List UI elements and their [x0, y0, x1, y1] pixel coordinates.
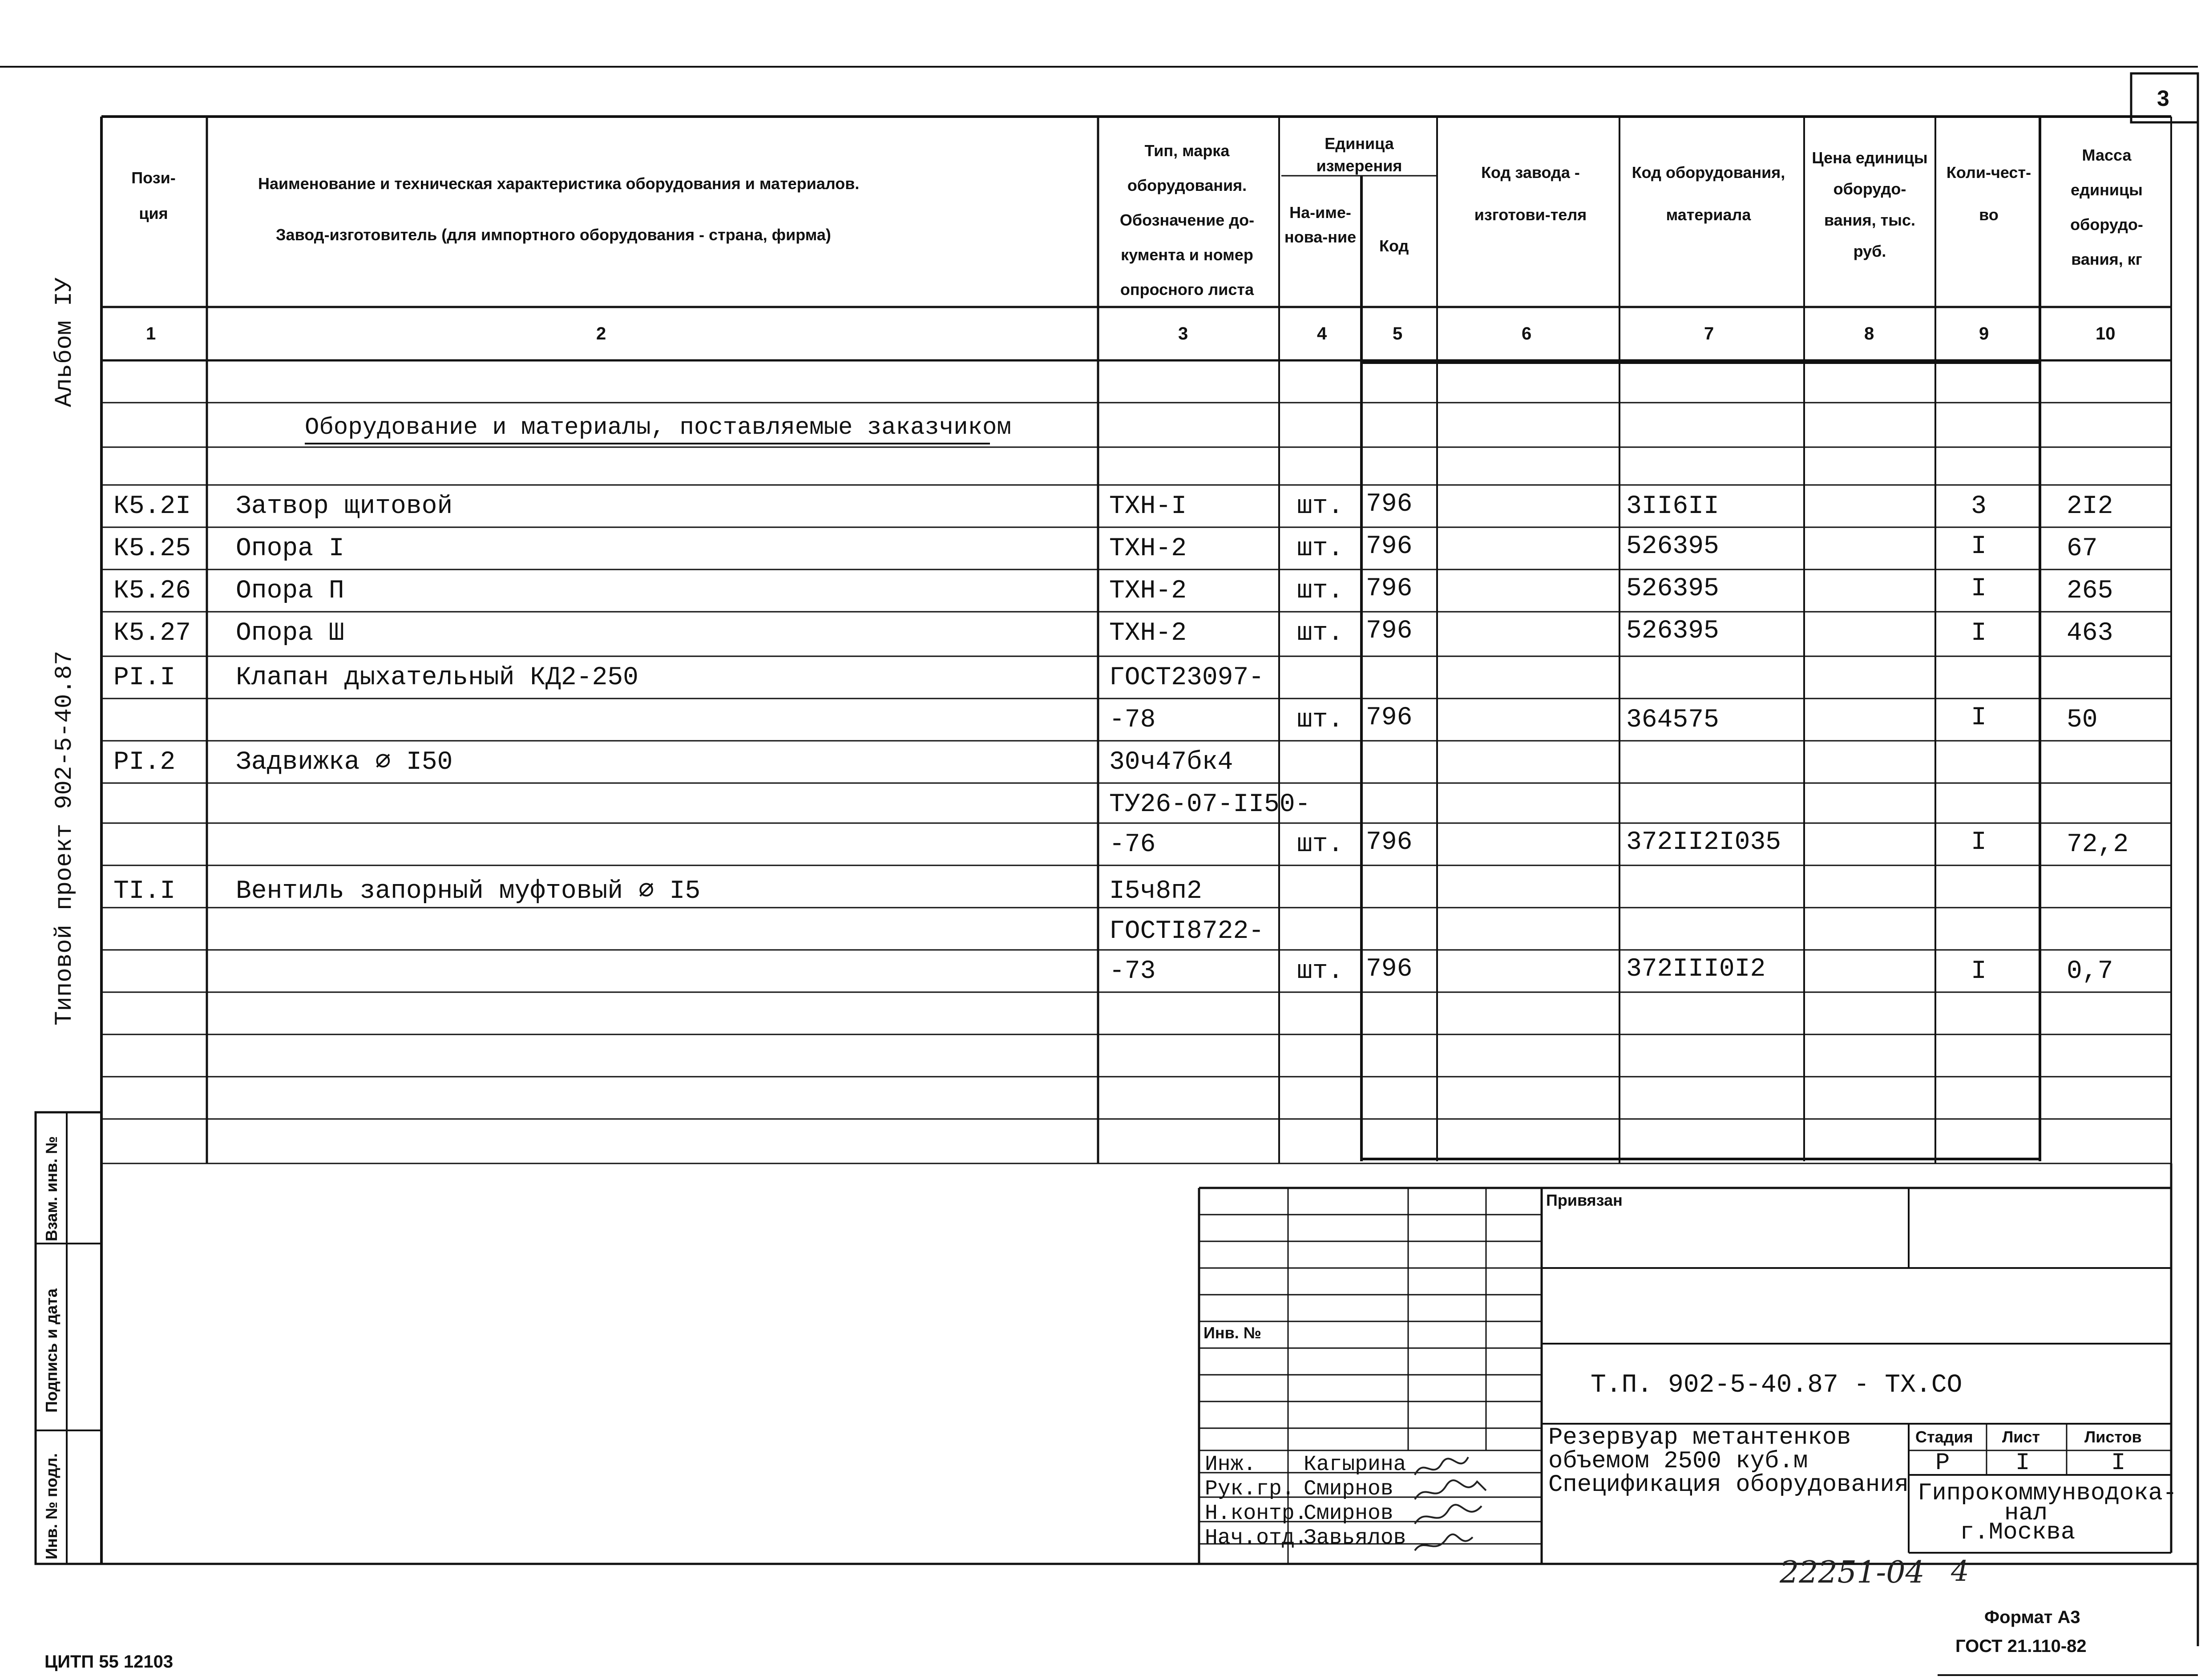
inv-replace-label: Взам. инв. № — [42, 1136, 61, 1241]
row-mass: 2I2 — [2067, 492, 2113, 521]
document-designation: Т.П. 902-5-40.87 - ТХ.СО — [1591, 1371, 1963, 1400]
row-position: К5.25 — [113, 534, 191, 563]
signatures-image — [1410, 1448, 1513, 1559]
role-engineer: Инж. — [1205, 1453, 1256, 1477]
col-number-7: 7 — [1704, 324, 1714, 343]
inv-orig-label: Инв. № подл. — [42, 1453, 61, 1559]
gost-label: ГОСТ 21.110-82 — [1955, 1636, 2087, 1656]
row-mass: 72,2 — [2067, 830, 2129, 859]
row-quantity: I — [1971, 532, 1987, 561]
header-quantity: Коли-чест-во — [1946, 163, 2031, 224]
document-title-line1: Резервуар метантенков — [1548, 1424, 1851, 1451]
row-mass: 463 — [2067, 619, 2113, 648]
row-type: 30ч47бк4 — [1109, 748, 1233, 777]
row-type: -73 — [1109, 957, 1156, 986]
sheet-label: Лист — [2002, 1428, 2040, 1446]
row-unit-code: 796 — [1366, 532, 1413, 561]
format-label: Формат А3 — [1984, 1607, 2080, 1627]
col-number-6: 6 — [1522, 324, 1532, 343]
organization-line2: нал — [2004, 1500, 2048, 1527]
row-unit: шт. — [1297, 957, 1344, 986]
footer-left-code: ЦИТП 55 12103 — [44, 1652, 174, 1672]
row-equipment-code: 526395 — [1626, 617, 1719, 646]
header-type: Тип, марка оборудования. Обозначение до-кумента и номер опросного листа — [1119, 141, 1255, 299]
col-number-10: 10 — [2096, 324, 2116, 343]
row-unit: шт. — [1297, 619, 1344, 648]
section-title: Оборудование и материалы, поставляемые заказчиком — [305, 414, 1011, 441]
row-unit-code: 796 — [1366, 617, 1413, 646]
row-position: PI.2 — [113, 748, 176, 777]
row-name: Затвор щитовой — [236, 492, 453, 521]
row-type: ТХН-2 — [1109, 577, 1187, 606]
col-number-4: 4 — [1317, 324, 1327, 343]
row-type: I5ч8п2 — [1109, 877, 1202, 906]
row-type: -76 — [1109, 830, 1156, 859]
row-equipment-code: 364575 — [1626, 706, 1719, 735]
row-quantity: I — [1971, 828, 1987, 857]
row-equipment-code: 3II6II — [1626, 492, 1719, 521]
role-group-head: Рук.гр. — [1205, 1477, 1295, 1501]
document-title-line2: объемом 2500 куб.м — [1548, 1448, 1808, 1475]
handwritten-sheet: 4 — [1951, 1555, 1969, 1588]
sign-date-label: Подпись и дата — [42, 1288, 61, 1413]
row-type: ТХН-2 — [1109, 619, 1187, 648]
row-position: К5.2I — [113, 492, 191, 521]
document-title-line3: Спецификация оборудования — [1548, 1471, 1909, 1498]
name-dept-head: Завьялов — [1304, 1526, 1406, 1550]
row-equipment-code: 526395 — [1626, 532, 1719, 561]
row-quantity: I — [1971, 703, 1987, 732]
row-name: Опора I — [236, 534, 344, 563]
col-number-1: 1 — [146, 324, 156, 343]
row-quantity: 3 — [1971, 492, 1987, 521]
row-unit: шт. — [1297, 577, 1344, 606]
row-name: Задвижка ∅ I50 — [236, 748, 453, 777]
row-equipment-code: 372II2I035 — [1626, 828, 1781, 857]
row-unit: шт. — [1297, 534, 1344, 563]
role-dept-head: Нач.отд. — [1205, 1526, 1308, 1550]
row-type: ГОСТI8722- — [1109, 917, 1264, 946]
col-number-2: 2 — [596, 324, 606, 343]
row-position: К5.26 — [113, 577, 191, 606]
row-position: PI.I — [113, 663, 176, 692]
row-mass: 0,7 — [2067, 957, 2113, 986]
handwritten-number: 22251-04 — [1780, 1555, 1925, 1590]
row-type: ТХН-I — [1109, 492, 1187, 521]
header-factory-code: Код завода - изготови-теля — [1474, 163, 1587, 224]
row-quantity: I — [1971, 574, 1987, 603]
sheet-value: I — [2015, 1450, 2030, 1477]
row-unit-code: 796 — [1366, 955, 1413, 984]
header-position: Пози-ция — [131, 169, 176, 222]
row-name: Клапан дыхательный КД2-250 — [236, 663, 638, 692]
header-unit: Единица измерения — [1316, 134, 1402, 175]
row-unit-code: 796 — [1366, 703, 1413, 732]
row-type: ГОСТ23097- — [1109, 663, 1264, 692]
organization-line1: Гипрокоммунводока- — [1918, 1480, 2177, 1507]
row-unit-code: 796 — [1366, 490, 1413, 519]
row-mass: 50 — [2067, 706, 2098, 735]
name-group-head: Смирнов — [1304, 1477, 1393, 1501]
sheets-value: I — [2111, 1450, 2126, 1477]
row-mass: 265 — [2067, 577, 2113, 606]
name-norm-control: Смирнов — [1304, 1502, 1393, 1526]
row-unit: шт. — [1297, 492, 1344, 521]
row-equipment-code: 372III0I2 — [1626, 955, 1766, 984]
row-quantity: I — [1971, 957, 1987, 986]
row-quantity: I — [1971, 619, 1987, 648]
col-number-3: 3 — [1178, 324, 1188, 343]
col-number-9: 9 — [1979, 324, 1989, 343]
stage-label: Стадия — [1915, 1428, 1973, 1446]
header-name-line2: Завод-изготовитель (для импортного оборудования - страна, фирма) — [276, 226, 831, 244]
name-engineer: Кагырина — [1304, 1453, 1406, 1477]
row-type: ТУ26-07-II50- — [1109, 790, 1311, 819]
header-equipment-code: Код оборудования, материала — [1632, 163, 1785, 224]
row-type: ТХН-2 — [1109, 534, 1187, 563]
row-unit-code: 796 — [1366, 828, 1413, 857]
col-number-5: 5 — [1393, 324, 1403, 343]
row-name: Опора Ш — [236, 619, 344, 648]
row-mass: 67 — [2067, 534, 2098, 563]
project-label: Типовой проект 902-5-40.87 — [51, 650, 78, 1026]
organization-line3: г.Москва — [1960, 1519, 2076, 1546]
row-position: К5.27 — [113, 619, 191, 648]
row-unit: шт. — [1297, 706, 1344, 735]
role-norm-control: Н.контр. — [1205, 1502, 1308, 1526]
col-number-8: 8 — [1864, 324, 1874, 343]
row-position: TI.I — [113, 877, 176, 906]
sheets-label: Листов — [2084, 1428, 2142, 1446]
header-name-line1: Наименование и техническая характеристика оборудования и материалов. — [258, 174, 860, 193]
sheet-number: 3 — [2157, 86, 2169, 111]
album-label: Альбом IУ — [51, 277, 78, 407]
header-mass: Масса единицы оборудо-вания, кг — [2070, 146, 2143, 268]
inv-no-label: Инв. № — [1203, 1324, 1261, 1342]
header-unit-code: Код — [1379, 237, 1409, 255]
header-price: Цена единицы оборудо-вания, тыс. руб. — [1812, 149, 1928, 260]
row-unit-code: 796 — [1366, 574, 1413, 603]
row-type: -78 — [1109, 706, 1156, 735]
row-equipment-code: 526395 — [1626, 574, 1719, 603]
row-name: Вентиль запорный муфтовый ∅ I5 — [236, 877, 701, 906]
header-unit-name: На-име-нова-ние — [1284, 203, 1357, 246]
row-unit: шт. — [1297, 830, 1344, 859]
row-name: Опора П — [236, 577, 344, 606]
stage-value: Р — [1935, 1450, 1950, 1477]
bound-label: Привязан — [1546, 1191, 1623, 1209]
